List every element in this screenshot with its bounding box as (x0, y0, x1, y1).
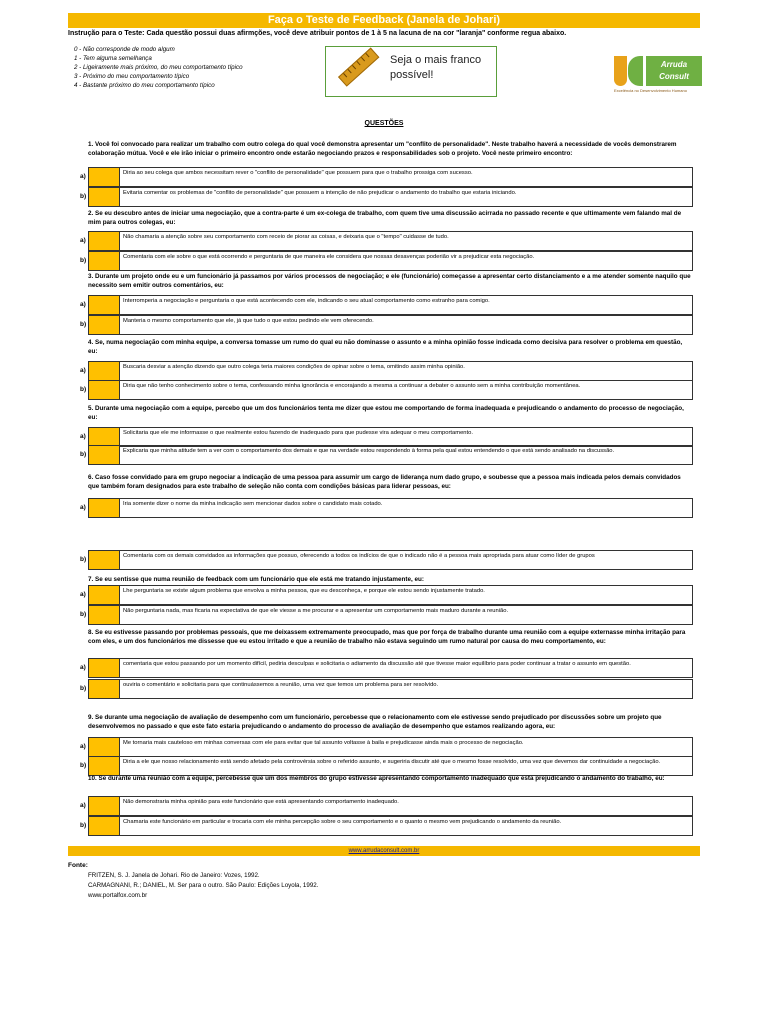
answer-row-a (68, 167, 693, 187)
answer-text: ouviria o comentário e solicitaria para que continuássemos a reunião, uma vez que temos um problema para ser resolvido. (120, 679, 693, 699)
answer-letter: a) (80, 802, 86, 809)
answer-letter: a) (80, 743, 86, 750)
answer-letter: b) (80, 257, 87, 264)
company-logo (612, 54, 704, 110)
sources-label: Fonte: (68, 862, 88, 869)
score-input[interactable] (88, 816, 120, 836)
answer-text: Iria somente dizer o nome da minha indicação sem mencionar dados sobre o candidato mais cotado. (120, 498, 693, 518)
answer-letter: a) (80, 591, 86, 598)
logo-mark-icon (614, 56, 644, 86)
answer-letter: a) (80, 664, 86, 671)
score-input[interactable] (88, 167, 120, 187)
answer-row-a (68, 737, 693, 757)
answer-row-b (68, 315, 693, 335)
answer-row-b (68, 187, 693, 207)
question-text: 4. Se, numa negociação com minha equipe, a conversa tomasse um rumo do qual eu não dominasse o assunto e a minha opinião fosse indicada como decisiva para resolver o problema em questão, eu: (88, 339, 683, 355)
motto-text: Seja o mais franco possível! (390, 54, 482, 81)
scale-item: 1 - Tem alguma semelhança (74, 55, 152, 62)
question-text: 3. Durante um projeto onde eu e um funcionário já passamos por vários processos de negociação; e ele (funcionário) começasse a apresentar certo distanciamento e a me atender somente naquilo que necessito sem emitir outros comentários, eu: (88, 273, 691, 289)
answer-letter: b) (80, 556, 87, 563)
answer-row-a (68, 498, 693, 518)
answer-text: Chamaria este funcionário em particular e trocaria com ele minha percepção sobre o seu comportamento e o quanto o mesmo vem prejudicando o andamento da reunião. (120, 816, 693, 836)
answer-row-b (68, 756, 693, 776)
answer-text: Evitaria comentar os problemas de "conflito de personalidade" que possuem a intenção de não prejudicar o andamento do trabalho que estaria iniciando. (120, 187, 693, 207)
answer-row-b (68, 605, 693, 625)
source-item: www.portalfox.com.br (88, 892, 148, 899)
answer-text: Manteria o mesmo comportamento que ele, já que tudo o que estou pedindo ele vem oferecendo. (120, 315, 693, 335)
question-text: 7. Se eu sentisse que numa reunião de feedback com um funcionário que ele está me tratando injustamente, eu: (88, 576, 424, 583)
logo-name-line2: Consult (659, 72, 689, 81)
footer-bar (68, 846, 700, 856)
question-text: 2. Se eu descubro antes de iniciar uma negociação, que a contra-parte é um ex-colega de trabalho, com quem tive uma discussão acirrada no passado recente e que ultimamente vem falando mal de mim para outros colegas, eu: (88, 210, 682, 226)
answer-letter: b) (80, 193, 87, 200)
answer-row-a (68, 295, 693, 315)
score-input[interactable] (88, 756, 120, 776)
answer-text: Diria que não tenho conhecimento sobre o tema, confessando minha ignorância e encorajando a mesma a continuar a debater o assunto sem a minha contribuição momentânea. (120, 380, 693, 400)
score-input[interactable] (88, 796, 120, 816)
answer-letter: b) (80, 451, 87, 458)
sources-list (88, 871, 318, 901)
answer-letter: a) (80, 433, 86, 440)
answer-letter: a) (80, 504, 86, 511)
question-text: 10. Se durante uma reunião com a equipe, percebesse que um dos membros do grupo estivesse apresentando comportamento inadequado que esta prejudicando o andamento do trabalho, eu: (88, 775, 665, 782)
answer-letter: b) (80, 822, 87, 829)
question-text: 1. Você foi convocado para realizar um trabalho com outro colega do qual você demonstra apresentar um "conflito de personalidade". Neste trabalho haverá a necessidade de vocês demonstrarem colaboração mútua. Você e ele irão iniciar o primeiro encontro onde estarão negociando prazos e responsabilidades sob o projeto. Você neste primeiro encontro: (88, 141, 677, 157)
answer-row-a (68, 427, 693, 447)
answer-text: Interromperia a negociação e perguntaria o que está acontecendo com ele, indicando o seu atual comportamento como estranho para comigo. (120, 295, 693, 315)
answer-row-b (68, 251, 693, 271)
answer-text: Diria a ele que nosso relacionamento está sendo afetado pela controvérsia sobre o referido assunto, e sugeriria discutir até que o mesmo fosse resolvido, uma vez que devemos dar continuidade a negociação. (120, 756, 693, 776)
answer-letter: b) (80, 321, 87, 328)
answer-letter: b) (80, 386, 87, 393)
score-input[interactable] (88, 737, 120, 757)
scale-item: 4 - Bastante próximo do meu comportamento típico (74, 82, 215, 89)
answer-row-a (68, 796, 693, 816)
scale-item: 0 - Não corresponde de modo algum (74, 46, 175, 53)
score-input[interactable] (88, 315, 120, 335)
answer-letter: b) (80, 762, 87, 769)
answer-row-a (68, 658, 693, 678)
question-text: 5. Durante uma negociação com a equipe, percebo que um dos funcionários tenta me dizer que estou me comportando de forma inadequada e prejudicando o andamento do processo de negociação, eu: (88, 405, 684, 421)
answer-letter: a) (80, 173, 86, 180)
logo-tagline: Excelência no Desenvolvimento Humano (614, 88, 687, 93)
scale-item: 3 - Próximo do meu comportamento típico (74, 73, 190, 80)
answer-row-b (68, 816, 693, 836)
score-input[interactable] (88, 295, 120, 315)
answer-text: Lhe perguntaria se existe algum problema que envolva a minha pessoa, que eu desconheça, e porque ele estou sendo injustamente tratado. (120, 585, 693, 605)
logo-name (646, 56, 702, 86)
score-input[interactable] (88, 605, 120, 625)
answer-row-a (68, 585, 693, 605)
question-text: 9. Se durante uma negociação de avaliação de desempenho com um funcionário, percebesse que o relacionamento com ele estivesse sendo prejudicado por discussões sobre um projeto que desenvolvemos no passado e que este fato estaria prejudicando o andamento do processo de avaliação de desempenho que estamos realizando agora, eu: (88, 714, 662, 730)
answer-letter: b) (80, 611, 87, 618)
ruler-icon (338, 48, 379, 87)
answer-row-b (68, 380, 693, 400)
logo-name-line1: Arruda (660, 60, 688, 69)
answer-text: Não chamaria a atenção sobre seu comportamento com receio de piorar as coisas, e deixaria que o "tempo" cuidasse de tudo. (120, 231, 693, 251)
answer-row-b (68, 445, 693, 465)
answer-letter: a) (80, 367, 86, 374)
question-text: 8. Se eu estivesse passando por problemas pessoais, que me deixassem extremamente preocupado, mas que por força de trabalho durante uma reunião com a equipe externasse minha irritação para com eles, e um dos funcionários me dissesse que eu estou irritado e que a reunião de trabalho não estava seguindo um rumo natural por causa do meu comportamento, eu: (88, 629, 686, 645)
answer-row-b (68, 550, 693, 570)
score-input[interactable] (88, 585, 120, 605)
answer-text: Buscaria desviar a atenção dizendo que outro colega teria maiores condições de opinar sobre o tema, omitindo assim minha opinião. (120, 361, 693, 381)
footer-link[interactable]: www.arrudaconsult.com.br (348, 848, 420, 854)
score-input[interactable] (88, 445, 120, 465)
motto-box (325, 46, 497, 97)
answer-text: Comentaria com os demais convidados as informações que possuo, oferecendo a todos os indícios de que o indicado não é a pessoa mais apropriada para atuar como líder de grupos (120, 550, 693, 570)
score-input[interactable] (88, 427, 120, 447)
score-input[interactable] (88, 361, 120, 381)
score-input[interactable] (88, 550, 120, 570)
answer-text: Não perguntaria nada, mas ficaria na expectativa de que ele viesse a me procurar e a apresentar um comportamento mais maduro durante a reunião. (120, 605, 693, 625)
answer-letter: b) (80, 685, 87, 692)
answer-text: comentaria que estou passando por um momento difícil, pediria desculpas e solicitaria o adiamento da discussão até que tivesse maior equilíbrio para poder continuar a tratar o assunto em questão. (120, 658, 693, 678)
answer-text: Comentaria com ele sobre o que está ocorrendo e perguntaria de que maneira ele considera que nossas desavenças poderião vir a prejudicar esta negociação. (120, 251, 693, 271)
score-input[interactable] (88, 679, 120, 699)
score-input[interactable] (88, 658, 120, 678)
answer-text: Me tornaria mais cauteloso em minhas conversas com ele para evitar que tal assunto voltasse à baila e prejudicasse ainda mais o processo de negociação. (120, 737, 693, 757)
answer-row-a (68, 361, 693, 381)
instruction-text: Instrução para o Teste: Cada questão possui duas afirmções, você deve atribuir pontos de 1 à 5 na lacuna de na cor "laranja" conforme regua abaixo. (68, 30, 567, 37)
section-title: QUESTÕES (364, 120, 404, 127)
page-title: Faça o Teste de Feedback (Janela de Johari) (68, 13, 700, 28)
answer-letter: a) (80, 237, 86, 244)
source-item: CARMAGNANI, R.; DANIEL, M. Ser para o outro. São Paulo: Edições Loyola, 1992. (88, 882, 319, 889)
score-input[interactable] (88, 498, 120, 518)
answer-row-b (68, 679, 693, 699)
answer-text: Não demonstraria minha opinião para este funcionário que está apresentando comportamento inadequado. (120, 796, 693, 816)
score-scale (74, 45, 243, 90)
score-input[interactable] (88, 231, 120, 251)
score-input[interactable] (88, 187, 120, 207)
answer-letter: a) (80, 301, 86, 308)
source-item: FRITZEN, S. J. Janela de Johari. Rio de Janeiro: Vozes, 1992. (88, 872, 260, 879)
question-text: 6. Caso fosse convidado para em grupo negociar a indicação de uma pessoa para assumir um cargo de liderança num dado grupo, e soubesse que a pessoa mais indicada pelos demais convidados que também foram designados para este trabalho de seleção não conta com condições básicas para liderar pessoas, eu: (88, 474, 681, 490)
answer-text: Explicaria que minha atitude tem a ver com o comportamento dos demais e que na verdade estou respondendo à forma pela qual estou entendendo o que está sendo analisado na discussão. (120, 445, 693, 465)
answer-row-a (68, 231, 693, 251)
answer-text: Solicitaria que ele me informasse o que realmente estou fazendo de inadequado para que pudesse vira adequar o meu comportamento. (120, 427, 693, 447)
scale-item: 2 - Ligeiramente mais próximo, do meu comportamento típico (74, 64, 243, 71)
score-input[interactable] (88, 251, 120, 271)
score-input[interactable] (88, 380, 120, 400)
answer-text: Diria ao seu colega que ambos necessitam rever o "conflito de personalidade" que possuem para que o trabalho prossiga com sucesso. (120, 167, 693, 187)
